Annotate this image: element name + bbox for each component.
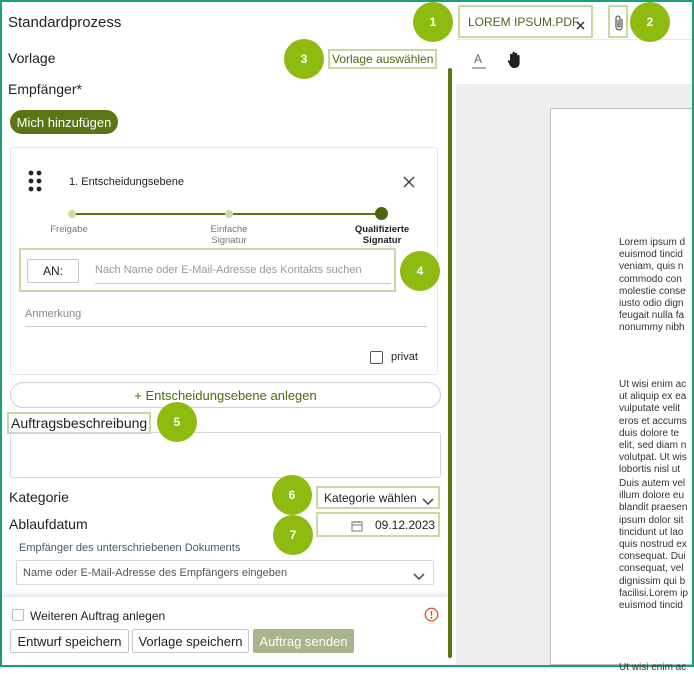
note-underline xyxy=(25,326,427,327)
doc-line: consequat. Dui xyxy=(619,551,686,563)
callout-badge-3: 3 xyxy=(284,39,324,79)
doc-line: feugait nulla fa xyxy=(619,310,685,322)
save-template-button[interactable]: Vorlage speichern xyxy=(132,629,249,653)
category-select-value: Kategorie wählen xyxy=(324,491,417,505)
callout-badge-7: 7 xyxy=(273,515,313,555)
doc-line: ut aliquip ex ea xyxy=(619,391,687,403)
step-label-qualified: Qualifizierte Signatur xyxy=(354,224,410,246)
doc-line: volutpat. Ut wis xyxy=(619,452,687,464)
attachment-button[interactable] xyxy=(608,5,628,38)
form-panel xyxy=(2,2,454,665)
doc-paragraph-1 xyxy=(619,237,686,335)
to-button[interactable]: AN: xyxy=(27,259,79,283)
add-decision-level-button[interactable]: + Entscheidungsebene anlegen xyxy=(10,382,441,408)
paperclip-icon xyxy=(613,14,625,32)
close-tab-icon[interactable] xyxy=(576,17,585,26)
save-draft-button[interactable]: Entwurf speichern xyxy=(10,629,129,653)
doc-line: eros et accums xyxy=(619,415,687,427)
note-input[interactable]: Anmerkung xyxy=(25,308,82,320)
doc-line: duis dolore te xyxy=(619,427,680,439)
category-select[interactable] xyxy=(316,486,440,509)
doc-paragraph-3 xyxy=(619,478,688,612)
order-description-textarea[interactable] xyxy=(10,432,441,478)
doc-paragraph-4 xyxy=(619,662,686,674)
select-template-link[interactable]: Vorlage auswählen xyxy=(328,49,437,69)
doc-line: elit, sed diam n xyxy=(619,440,687,452)
doc-line: facilisi.Lorem ip xyxy=(619,587,688,599)
contact-search-underline xyxy=(95,283,391,284)
category-label: Kategorie xyxy=(9,489,69,505)
private-label: privat xyxy=(391,351,418,363)
callout-badge-4: 4 xyxy=(400,251,440,291)
doc-line: nonummy nibh xyxy=(619,322,685,334)
document-page xyxy=(550,108,692,673)
document-viewer xyxy=(456,2,692,673)
chevron-down-icon[interactable] xyxy=(413,569,425,579)
another-order-checkbox[interactable] xyxy=(12,609,24,621)
expiry-date-value: 09.12.2023 xyxy=(375,518,436,532)
doc-line: Ut wisi enim ac xyxy=(619,662,687,673)
order-description-label: Auftragsbeschreibung xyxy=(7,412,151,434)
doc-line: iusto odio dign xyxy=(619,298,684,310)
signed-recipients-input[interactable] xyxy=(16,560,434,585)
scrollbar[interactable] xyxy=(448,68,452,658)
recipient-search-row xyxy=(19,248,396,292)
add-me-button[interactable]: Mich hinzufügen xyxy=(10,110,118,134)
callout-badge-6: 6 xyxy=(272,475,312,515)
svg-text:A: A xyxy=(474,52,483,66)
expiry-date-field[interactable] xyxy=(316,512,440,537)
template-label: Vorlage xyxy=(8,50,56,66)
callout-badge-5: 5 xyxy=(157,402,197,442)
doc-line: euismod tincid xyxy=(619,249,683,261)
recipients-label: Empfänger* xyxy=(8,81,82,97)
step-label-approval: Freigabe xyxy=(50,224,88,235)
doc-line: consequat, vel xyxy=(619,563,684,575)
callout-badge-2: 2 xyxy=(630,2,670,42)
step-dot-approval[interactable] xyxy=(68,210,76,218)
doc-line: illum dolore eu xyxy=(619,490,685,502)
doc-line: Ut wisi enim ac xyxy=(619,379,687,390)
doc-line: veniam, quis n xyxy=(619,261,684,273)
step-dot-qualified[interactable] xyxy=(375,207,388,220)
signed-recipients-placeholder: Name oder E-Mail-Adresse des Empfängers eingeben xyxy=(23,567,288,579)
page-title: Standardprozess xyxy=(8,14,122,31)
doc-line: lobortis nisl ut xyxy=(619,464,681,476)
footer-bar xyxy=(2,597,448,665)
private-checkbox[interactable] xyxy=(370,351,383,364)
chevron-down-icon xyxy=(422,494,434,504)
doc-line: euismod tincid xyxy=(619,600,683,612)
doc-line: vulputate velit xyxy=(619,403,681,415)
send-order-button[interactable]: Auftrag senden xyxy=(253,629,354,653)
doc-line: blandit praesen xyxy=(619,502,688,514)
doc-line: quis nostrud ex xyxy=(619,539,687,551)
close-icon[interactable] xyxy=(403,175,415,187)
expiry-label: Ablaufdatum xyxy=(9,516,88,532)
another-order-label: Weiteren Auftrag anlegen xyxy=(30,609,166,623)
calendar-icon xyxy=(351,519,363,531)
doc-line: tincidunt ut lao xyxy=(619,526,684,538)
doc-paragraph-2 xyxy=(619,379,687,477)
text-annotation-icon[interactable] xyxy=(472,52,486,70)
doc-line: molestie conse xyxy=(619,285,686,297)
doc-line: ipsum dolor sit xyxy=(619,514,684,526)
callout-badge-1: 1 xyxy=(413,2,453,42)
info-icon[interactable] xyxy=(424,607,439,622)
doc-line: dignissim qui b xyxy=(619,575,686,587)
step-label-simple: Einfache Signatur xyxy=(210,224,248,246)
doc-line: Lorem ipsum d xyxy=(619,237,686,248)
drag-handle-icon[interactable] xyxy=(27,170,43,192)
doc-line: commodo con xyxy=(619,273,682,285)
hand-pan-icon[interactable] xyxy=(506,50,524,70)
document-tab[interactable] xyxy=(458,5,593,38)
step-dot-simple[interactable] xyxy=(225,210,233,218)
decision-level-title: 1. Entscheidungsebene xyxy=(69,176,184,188)
doc-line: Duis autem vel xyxy=(619,478,686,489)
viewer-toolbar xyxy=(456,40,692,84)
document-canvas xyxy=(456,84,692,673)
contact-search-input[interactable]: Nach Name oder E-Mail-Adresse des Kontakts suchen xyxy=(95,264,362,276)
document-tab-name: LOREM IPSUM.PDF xyxy=(468,15,580,29)
signed-recipients-label: Empfänger des unterschriebenen Dokuments xyxy=(19,542,241,554)
decision-level-card xyxy=(10,147,438,375)
